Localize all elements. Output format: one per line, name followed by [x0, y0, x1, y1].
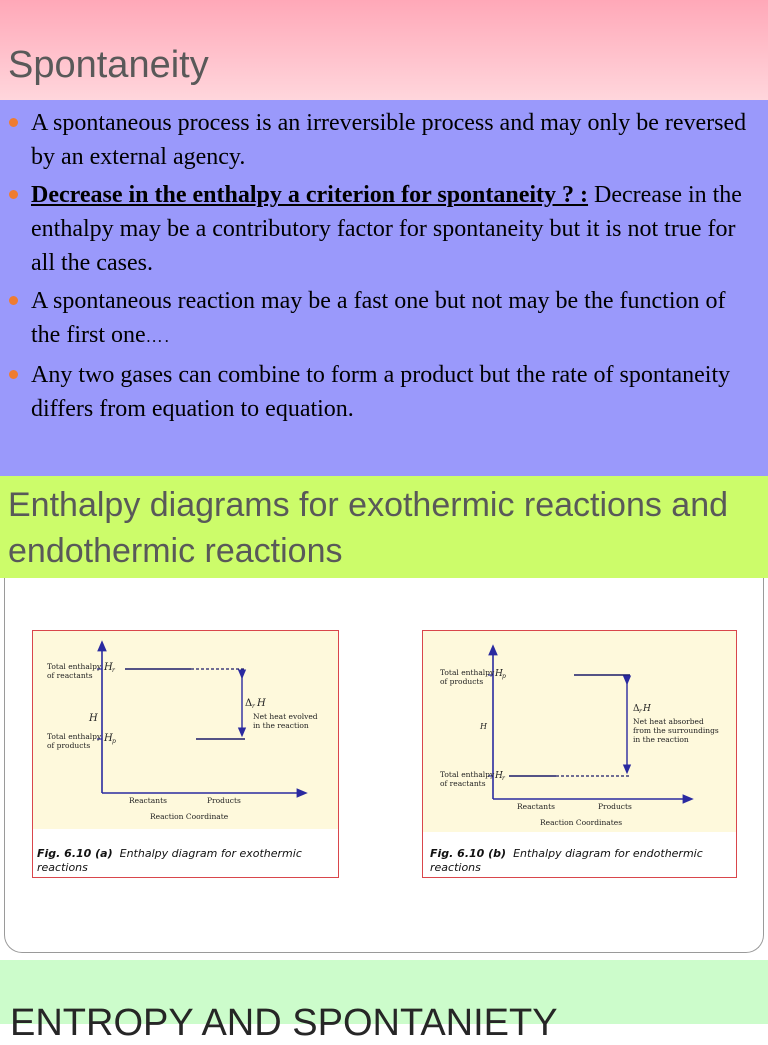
x-axis-title: Reaction Coordinate — [150, 812, 229, 821]
figure-caption-text: Enthalpy diagram for endothermic reactions — [430, 847, 703, 874]
figure-caption-text: Enthalpy diagram for exothermic reactions — [37, 847, 302, 874]
x-label-reactants: Reactants — [517, 802, 555, 811]
bullet-text: A spontaneous process is an irreversible process and may only be reversed by an external agency. — [31, 110, 747, 170]
enthalpy-diagram-svg — [33, 631, 338, 829]
slide-title: Spontaneity — [8, 44, 209, 86]
bullet-text: Decrease in the enthalpy may be a contributory factor for spontaneity but it is not true for all the cases. — [31, 182, 742, 276]
slide-header-entropy — [0, 960, 768, 1044]
enthalpy-diagram — [423, 631, 736, 832]
delta-subscript: r — [639, 708, 642, 715]
slide-body — [0, 100, 768, 476]
enthalpy-diagram — [33, 631, 338, 829]
figure-number: Fig. 6.10 (b) — [430, 847, 507, 860]
bullet-list — [8, 106, 760, 430]
figure-number: Fig. 6.10 (a) — [37, 847, 113, 860]
bullet-dot-icon — [9, 190, 18, 199]
x-label-products: Products — [598, 802, 632, 811]
delta-symbol: Δ — [633, 704, 640, 714]
slide-body — [4, 578, 764, 953]
bottom-subscript: r — [502, 775, 505, 782]
bullet-text: A spontaneous reaction may be a fast one but not may be the function of the first one — [31, 288, 726, 348]
bullet-text: Any two gases can combine to form a product but the rate of spontaneity differs from equation to equation. — [31, 362, 731, 422]
top-label-line2: of reactants — [47, 671, 93, 680]
bullet-dot-icon — [9, 370, 18, 379]
note-line2: from the surroundings — [633, 726, 719, 735]
slide-title: ENTROPY AND SPONTANIETY — [10, 1002, 558, 1044]
bottom-label-line2: of products — [47, 741, 91, 750]
bottom-subscript: p — [112, 738, 116, 745]
bullet-item — [8, 106, 760, 174]
bullet-dot-icon — [9, 118, 18, 127]
slide-header-enthalpy — [0, 476, 768, 578]
bullet-ellipsis: …. — [145, 327, 171, 346]
bullet-item — [8, 284, 760, 354]
top-subscript: r — [112, 667, 115, 674]
x-axis-title: Reaction Coordinates — [540, 818, 623, 827]
delta-subscript: r — [252, 703, 255, 710]
bottom-label-line2: of reactants — [440, 779, 486, 788]
note-line2: in the reaction — [253, 721, 309, 730]
bottom-label-line1: Total enthalpy — [47, 732, 102, 741]
top-label-line1: Total enthalpy — [47, 662, 102, 671]
delta-h: H — [643, 704, 651, 714]
axis-symbol: H — [89, 713, 98, 724]
bullet-heading: Decrease in the enthalpy a criterion for spontaneity ? : — [31, 182, 589, 208]
figure-caption — [423, 847, 738, 875]
figure-exothermic — [32, 630, 339, 878]
top-symbol: H — [104, 662, 113, 673]
bullet-item — [8, 178, 760, 280]
note-line3: in the reaction — [633, 735, 689, 744]
slide-title: Enthalpy diagrams for exothermic reactions and endothermic reactions — [8, 486, 729, 570]
top-label-line1: Total enthalpy — [440, 668, 495, 677]
figure-endothermic — [422, 630, 737, 878]
note-line1: Net heat absorbed — [633, 717, 704, 726]
note-line1: Net heat evolved — [253, 712, 318, 721]
delta-h: H — [257, 698, 266, 709]
bottom-symbol: H — [495, 771, 503, 781]
delta-symbol: Δ — [245, 698, 253, 709]
enthalpy-diagram-svg — [423, 631, 736, 832]
top-label-line2: of products — [440, 677, 484, 686]
slide-header-spontaneity — [0, 0, 768, 100]
axis-symbol: H — [480, 722, 487, 731]
bullet-dot-icon — [9, 296, 18, 305]
top-subscript: p — [502, 673, 506, 680]
bottom-label-line1: Total enthalpy — [440, 770, 495, 779]
bottom-symbol: H — [104, 733, 113, 744]
x-label-reactants: Reactants — [129, 796, 167, 805]
x-label-products: Products — [207, 796, 241, 805]
figure-caption — [33, 847, 337, 875]
bullet-item — [8, 358, 760, 426]
top-symbol: H — [495, 669, 503, 679]
